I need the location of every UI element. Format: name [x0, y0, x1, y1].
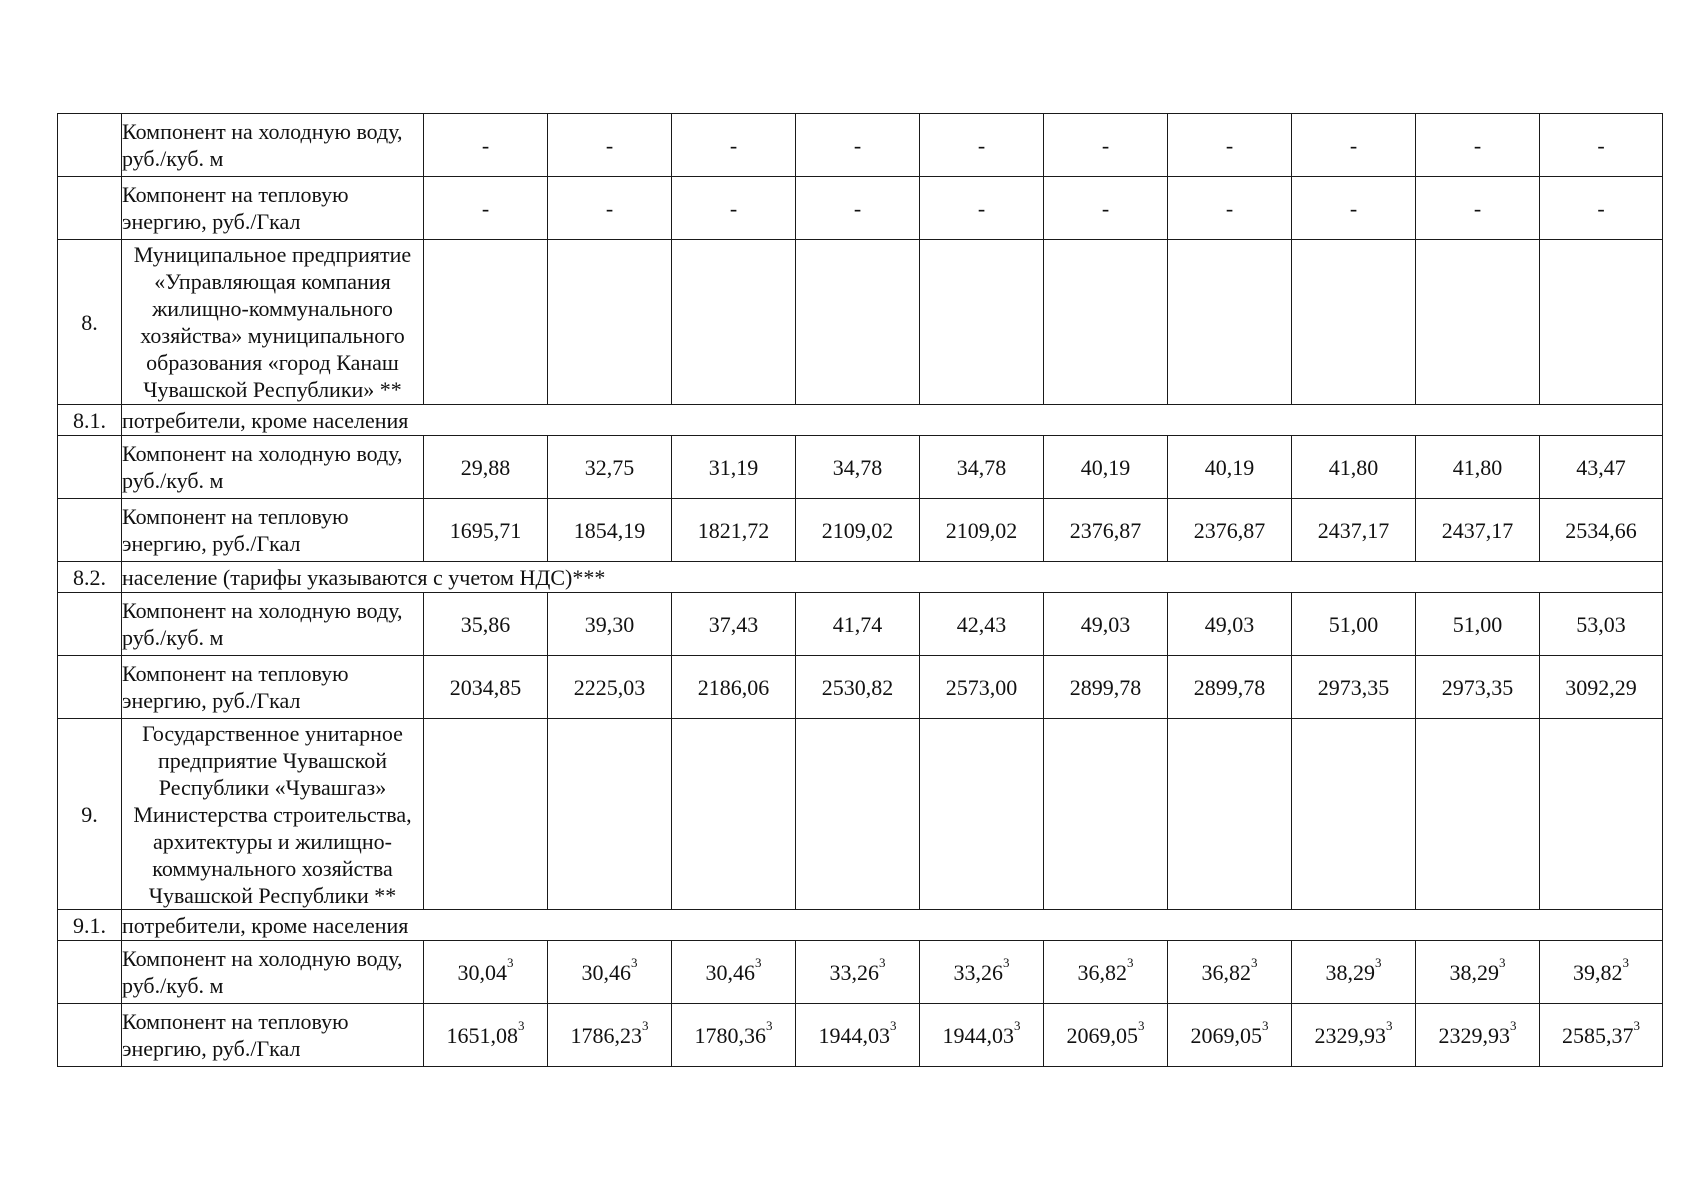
footnote-mark: 3 [1014, 1017, 1021, 1033]
empty-cell [424, 719, 548, 910]
footnote-mark: 3 [1499, 954, 1506, 970]
tariff-value: 2437,17 [1317, 517, 1390, 543]
component-label: Компонент на холодную воду, руб./куб. м [122, 436, 424, 499]
footnote-mark: 3 [755, 954, 762, 970]
footnote-mark: 3 [642, 1017, 649, 1033]
tariff-value: 29,88 [460, 454, 511, 480]
tariff-value: 2534,66 [1565, 517, 1637, 543]
tariff-value-cell [424, 114, 548, 177]
tariff-value-cell [1292, 436, 1416, 499]
tariff-value-cell [424, 436, 548, 499]
empty-cell [548, 240, 672, 405]
tariff-value-cell [1292, 114, 1416, 177]
tariff-value: 2225,03 [573, 674, 646, 700]
tariff-value-cell [1540, 177, 1663, 240]
section-row [58, 562, 1663, 593]
empty-cell [920, 719, 1044, 910]
row-number-cell [58, 593, 122, 656]
tariff-value-cell [672, 499, 796, 562]
tariff-value: 39,82 [1573, 959, 1623, 985]
tariff-value-cell [1044, 1004, 1168, 1067]
empty-cell [1292, 719, 1416, 910]
tariff-value: 3092,29 [1565, 674, 1637, 700]
tariff-value-cell [672, 1004, 796, 1067]
tariff-value: - [481, 195, 490, 221]
tariff-value: 41,80 [1328, 454, 1379, 480]
tariff-value-cell [548, 177, 672, 240]
tariff-value-cell [796, 593, 920, 656]
tariff-table [57, 113, 1663, 1067]
tariff-value-cell [1168, 941, 1292, 1004]
section-number: 8.1. [58, 405, 122, 436]
tariff-value: 38,29 [1449, 959, 1499, 985]
table-row [58, 656, 1663, 719]
tariff-value-cell [1540, 593, 1663, 656]
empty-cell [1044, 240, 1168, 405]
empty-cell [1168, 240, 1292, 405]
empty-cell [1292, 240, 1416, 405]
tariff-value-cell [1416, 114, 1540, 177]
tariff-value-cell [1416, 499, 1540, 562]
tariff-value-cell [548, 593, 672, 656]
tariff-value: 31,19 [708, 454, 759, 480]
tariff-value-cell [424, 941, 548, 1004]
tariff-value-cell [796, 941, 920, 1004]
table-row [58, 436, 1663, 499]
empty-cell [1540, 240, 1663, 405]
tariff-value: 2034,85 [449, 674, 522, 700]
footnote-mark: 3 [1262, 1017, 1269, 1033]
tariff-value-cell [672, 436, 796, 499]
tariff-value: - [481, 132, 490, 158]
tariff-value-cell [1292, 499, 1416, 562]
tariff-value: 2329,93 [1438, 1022, 1510, 1048]
tariff-value: 49,03 [1204, 611, 1255, 637]
tariff-value-cell [672, 941, 796, 1004]
component-label: Компонент на холодную воду, руб./куб. м [122, 941, 424, 1004]
tariff-value-cell [1416, 656, 1540, 719]
tariff-value-cell [1044, 114, 1168, 177]
tariff-value-cell [920, 593, 1044, 656]
tariff-value-cell [920, 177, 1044, 240]
tariff-value-cell [672, 114, 796, 177]
tariff-value: 33,26 [953, 959, 1003, 985]
tariff-value: - [977, 132, 986, 158]
tariff-value: 1780,36 [694, 1022, 766, 1048]
footnote-mark: 3 [1510, 1017, 1517, 1033]
tariff-value-cell [920, 499, 1044, 562]
tariff-value: 51,00 [1452, 611, 1503, 637]
tariff-value: 40,19 [1204, 454, 1255, 480]
tariff-value: 30,46 [581, 959, 631, 985]
tariff-value-cell [796, 436, 920, 499]
footnote-mark: 3 [1386, 1017, 1393, 1033]
tariff-value-cell [548, 941, 672, 1004]
footnote-mark: 3 [1375, 954, 1382, 970]
tariff-value: - [1349, 132, 1358, 158]
tariff-value-cell [1168, 499, 1292, 562]
tariff-value: - [853, 132, 862, 158]
tariff-value-cell [548, 656, 672, 719]
tariff-value: 34,78 [956, 454, 1007, 480]
tariff-value: 36,82 [1077, 959, 1127, 985]
tariff-value-cell [548, 436, 672, 499]
section-title: потребители, кроме населения [122, 405, 1663, 436]
component-label: Компонент на холодную воду, руб./куб. м [122, 114, 424, 177]
tariff-value: - [605, 195, 614, 221]
tariff-value: - [1225, 195, 1234, 221]
tariff-value: 38,29 [1325, 959, 1375, 985]
tariff-value-cell [796, 114, 920, 177]
empty-cell [548, 719, 672, 910]
tariff-value: - [1597, 195, 1605, 221]
footnote-mark: 3 [631, 954, 638, 970]
tariff-value: - [1473, 132, 1482, 158]
tariff-value: - [729, 195, 738, 221]
tariff-value-cell [920, 1004, 1044, 1067]
tariff-value-cell [1044, 177, 1168, 240]
tariff-value: 2585,37 [1562, 1022, 1634, 1048]
tariff-value: 2573,00 [945, 674, 1018, 700]
tariff-value-cell [548, 1004, 672, 1067]
empty-cell [1168, 719, 1292, 910]
tariff-value-cell [1292, 1004, 1416, 1067]
tariff-value: 2973,35 [1441, 674, 1514, 700]
tariff-value-cell [1540, 436, 1663, 499]
section-title: население (тарифы указываются с учетом НДС)*** [122, 562, 1663, 593]
row-number-cell [58, 177, 122, 240]
tariff-value: 30,04 [457, 959, 507, 985]
tariff-value-cell [1168, 656, 1292, 719]
component-label: Компонент на тепловую энергию, руб./Гкал [122, 1004, 424, 1067]
footnote-mark: 3 [1633, 1017, 1640, 1033]
tariff-value-cell [1168, 114, 1292, 177]
tariff-value-cell [1044, 656, 1168, 719]
tariff-value-cell [1044, 499, 1168, 562]
tariff-value-cell [1044, 436, 1168, 499]
tariff-value-cell [796, 1004, 920, 1067]
tariff-value: - [853, 195, 862, 221]
tariff-value: 1786,23 [570, 1022, 642, 1048]
tariff-value: 2437,17 [1441, 517, 1514, 543]
row-number-cell [58, 114, 122, 177]
empty-cell [1044, 719, 1168, 910]
tariff-value-cell [424, 656, 548, 719]
tariff-value-cell [796, 656, 920, 719]
table-row [58, 593, 1663, 656]
organization-number: 9. [58, 719, 122, 910]
tariff-value-cell [1168, 177, 1292, 240]
table-row [58, 177, 1663, 240]
tariff-value-cell [1168, 436, 1292, 499]
tariff-value: 2069,05 [1066, 1022, 1138, 1048]
footnote-mark: 3 [518, 1017, 525, 1033]
tariff-value: - [1473, 195, 1482, 221]
row-number-cell [58, 499, 122, 562]
tariff-value-cell [796, 177, 920, 240]
row-number-cell [58, 941, 122, 1004]
tariff-value-cell [920, 941, 1044, 1004]
tariff-value: 41,74 [832, 611, 883, 637]
tariff-value: - [729, 132, 738, 158]
footnote-mark: 3 [1138, 1017, 1145, 1033]
tariff-value-cell [1416, 1004, 1540, 1067]
component-label: Компонент на тепловую энергию, руб./Гкал [122, 499, 424, 562]
tariff-value-cell [1292, 593, 1416, 656]
organization-row [58, 240, 1663, 405]
tariff-value: 41,80 [1452, 454, 1503, 480]
tariff-value: 2899,78 [1069, 674, 1142, 700]
row-number-cell [58, 1004, 122, 1067]
tariff-value: 2109,02 [821, 517, 894, 543]
tariff-value-cell [1416, 593, 1540, 656]
tariff-value: - [977, 195, 986, 221]
tariff-value: 30,46 [705, 959, 755, 985]
footnote-mark: 3 [1003, 954, 1010, 970]
tariff-value: 40,19 [1080, 454, 1131, 480]
tariff-value-cell [1292, 177, 1416, 240]
component-label: Компонент на тепловую энергию, руб./Гкал [122, 656, 424, 719]
tariff-value: - [1101, 132, 1110, 158]
tariff-value: - [1225, 132, 1234, 158]
tariff-value-cell [548, 499, 672, 562]
tariff-value: 34,78 [832, 454, 883, 480]
empty-cell [1416, 240, 1540, 405]
tariff-value-cell [1292, 941, 1416, 1004]
tariff-value: 2376,87 [1193, 517, 1266, 543]
tariff-value-cell [672, 656, 796, 719]
footnote-mark: 3 [1622, 954, 1629, 970]
tariff-value-cell [1540, 656, 1663, 719]
empty-cell [920, 240, 1044, 405]
tariff-value-cell [1292, 656, 1416, 719]
section-row [58, 910, 1663, 941]
empty-cell [796, 240, 920, 405]
tariff-value: 2109,02 [945, 517, 1018, 543]
organization-number: 8. [58, 240, 122, 405]
tariff-value: 39,30 [584, 611, 635, 637]
section-row [58, 405, 1663, 436]
tariff-value-cell [1044, 593, 1168, 656]
footnote-mark: 3 [507, 954, 514, 970]
tariff-value: 1854,19 [573, 517, 646, 543]
tariff-value-cell [548, 114, 672, 177]
tariff-value: 2186,06 [697, 674, 770, 700]
empty-cell [796, 719, 920, 910]
tariff-value: 53,03 [1576, 611, 1626, 637]
tariff-value: - [1349, 195, 1358, 221]
tariff-value-cell [1044, 941, 1168, 1004]
empty-cell [672, 719, 796, 910]
section-number: 8.2. [58, 562, 122, 593]
tariff-value-cell [1168, 593, 1292, 656]
tariff-value: 35,86 [460, 611, 511, 637]
section-title: потребители, кроме населения [122, 910, 1663, 941]
tariff-value-cell [424, 1004, 548, 1067]
tariff-value: 1651,08 [446, 1022, 518, 1048]
table-row [58, 499, 1663, 562]
empty-cell [672, 240, 796, 405]
table-row [58, 114, 1663, 177]
organization-name: Государственное унитарное предприятие Чувашской Республики «Чувашгаз» Министерства строительства, архитектуры и жилищно-коммунального хозяйства Чувашской Республики ** [122, 719, 424, 910]
tariff-value: 1695,71 [449, 517, 522, 543]
tariff-value-cell [424, 499, 548, 562]
organization-name: Муниципальное предприятие «Управляющая компания жилищно-коммунального хозяйства» муниципального образования «город Канаш Чувашской Республики» ** [122, 240, 424, 405]
tariff-value: - [1101, 195, 1110, 221]
footnote-mark: 3 [890, 1017, 897, 1033]
footnote-mark: 3 [766, 1017, 773, 1033]
tariff-table-body [58, 114, 1663, 1067]
tariff-value: 33,26 [829, 959, 879, 985]
tariff-value: 37,43 [708, 611, 759, 637]
tariff-value-cell [1416, 177, 1540, 240]
tariff-value: 1821,72 [697, 517, 770, 543]
tariff-value: 1944,03 [942, 1022, 1014, 1048]
tariff-value: 2899,78 [1193, 674, 1266, 700]
tariff-value: - [1597, 132, 1605, 158]
tariff-value: 32,75 [584, 454, 635, 480]
tariff-value-cell [672, 593, 796, 656]
tariff-value-cell [1540, 114, 1663, 177]
tariff-value-cell [1540, 941, 1663, 1004]
tariff-value-cell [424, 593, 548, 656]
tariff-value: - [605, 132, 614, 158]
component-label: Компонент на холодную воду, руб./куб. м [122, 593, 424, 656]
tariff-value: 43,47 [1576, 454, 1626, 480]
footnote-mark: 3 [1127, 954, 1134, 970]
tariff-value-cell [920, 656, 1044, 719]
tariff-value: 36,82 [1201, 959, 1251, 985]
empty-cell [1416, 719, 1540, 910]
empty-cell [1540, 719, 1663, 910]
tariff-value-cell [1416, 436, 1540, 499]
organization-row [58, 719, 1663, 910]
tariff-value: 1944,03 [818, 1022, 890, 1048]
section-number: 9.1. [58, 910, 122, 941]
tariff-value-cell [424, 177, 548, 240]
tariff-value: 2069,05 [1190, 1022, 1262, 1048]
tariff-value: 2376,87 [1069, 517, 1142, 543]
footnote-mark: 3 [1251, 954, 1258, 970]
tariff-value-cell [672, 177, 796, 240]
tariff-value-cell [1168, 1004, 1292, 1067]
tariff-value: 51,00 [1328, 611, 1379, 637]
tariff-value: 2329,93 [1314, 1022, 1386, 1048]
tariff-value-cell [1416, 941, 1540, 1004]
tariff-value: 2530,82 [821, 674, 894, 700]
tariff-value-cell [920, 436, 1044, 499]
table-row [58, 941, 1663, 1004]
table-row [58, 1004, 1663, 1067]
row-number-cell [58, 656, 122, 719]
row-number-cell [58, 436, 122, 499]
tariff-value: 49,03 [1080, 611, 1131, 637]
tariff-value: 2973,35 [1317, 674, 1390, 700]
tariff-value: 42,43 [956, 611, 1007, 637]
footnote-mark: 3 [879, 954, 886, 970]
empty-cell [424, 240, 548, 405]
tariff-value-cell [796, 499, 920, 562]
tariff-value-cell [920, 114, 1044, 177]
component-label: Компонент на тепловую энергию, руб./Гкал [122, 177, 424, 240]
tariff-value-cell [1540, 499, 1663, 562]
tariff-value-cell [1540, 1004, 1663, 1067]
